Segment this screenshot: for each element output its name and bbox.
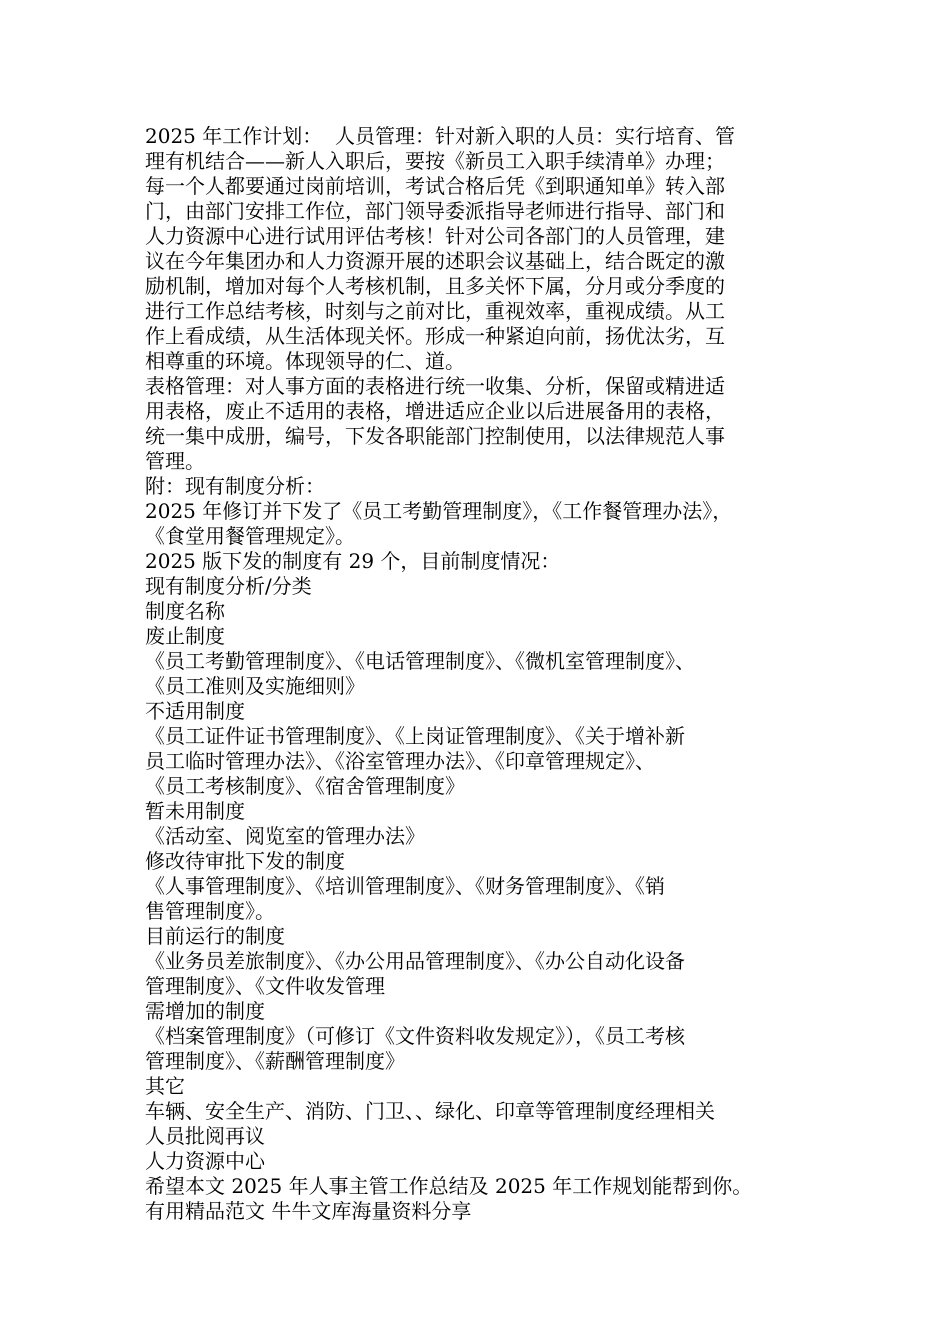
- text-line: 2025 年修订并下发了《员工考勤管理制度》，《工作餐管理办法》，: [145, 499, 733, 523]
- text-line: 2025 版下发的制度有 29 个，目前制度情况：: [145, 549, 561, 573]
- text-line: 《员工考核制度》、《宿舍管理制度》: [145, 774, 465, 798]
- text-line: 2025 年工作计划： 人员管理：针对新入职的人员：实行培育、管: [145, 124, 735, 148]
- text-line: 暂未用制度: [145, 799, 245, 823]
- text-line: 励机制，增加对每个人考核机制，且多关怀下属，分月或分季度的: [145, 274, 725, 298]
- text-line: 人员批阅再议: [145, 1124, 265, 1148]
- text-line: 人力资源中心进行试用评估考核！针对公司各部门的人员管理，建: [145, 224, 725, 248]
- text-line: 管理制度》、《文件收发管理: [145, 974, 385, 998]
- text-line: 有用精品范文 牛牛文库海量资料分享: [145, 1199, 472, 1223]
- text-line: 《人事管理制度》、《培训管理制度》、《财务管理制度》、《销: [145, 874, 665, 898]
- text-line: 每一个人都要通过岗前培训，考试合格后凭《到职通知单》转入部: [145, 174, 725, 198]
- text-line: 用表格，废止不适用的表格，增进适应企业以后进展备用的表格，: [145, 399, 725, 423]
- text-line: 《业务员差旅制度》、《办公用品管理制度》、《办公自动化设备: [145, 949, 685, 973]
- text-line: 废止制度: [145, 624, 225, 648]
- text-line: 《活动室、阅览室的管理办法》: [145, 824, 425, 848]
- text-line: 人力资源中心: [145, 1149, 265, 1173]
- text-line: 制度名称: [145, 599, 225, 623]
- text-line: 作上看成绩，从生活体现关怀。形成一种紧迫向前，扬优汰劣，互: [145, 324, 725, 348]
- text-line: 统一集中成册，编号，下发各职能部门控制使用，以法律规范人事: [145, 424, 725, 448]
- text-line: 表格管理：对人事方面的表格进行统一收集、分析，保留或精进适: [145, 374, 725, 398]
- text-line: 《员工证件证书管理制度》、《上岗证管理制度》、《关于增补新: [145, 724, 685, 748]
- text-line: 附：现有制度分析：: [145, 474, 325, 498]
- text-line: 希望本文 2025 年人事主管工作总结及 2025 年工作规划能帮到你。: [145, 1174, 753, 1198]
- text-line: 进行工作总结考核，时刻与之前对比，重视效率，重视成绩。从工: [145, 299, 725, 323]
- text-line: 其它: [145, 1074, 185, 1098]
- text-line: 需增加的制度: [145, 999, 265, 1023]
- text-line: 门，由部门安排工作位，部门领导委派指导老师进行指导、部门和: [145, 199, 725, 223]
- text-line: 《员工准则及实施细则》: [145, 674, 365, 698]
- text-line: 相尊重的环境。体现领导的仁、道。: [145, 349, 465, 373]
- text-line: 《食堂用餐管理规定》。: [145, 524, 355, 548]
- text-line: 不适用制度: [145, 699, 245, 723]
- text-line: 修改待审批下发的制度: [145, 849, 345, 873]
- text-line: 管理制度》、《薪酬管理制度》: [145, 1049, 405, 1073]
- text-line: 目前运行的制度: [145, 924, 285, 948]
- text-line: 《档案管理制度》（可修订《文件资料收发规定》），《员工考核: [145, 1024, 685, 1048]
- text-line: 车辆、安全生产、消防、门卫、、绿化、印章等管理制度经理相关: [145, 1099, 715, 1123]
- text-line: 《员工考勤管理制度》、《电话管理制度》、《微机室管理制度》、: [145, 649, 695, 673]
- text-line: 管理。: [145, 449, 205, 473]
- document-body: [145, 124, 817, 1224]
- text-line: 员工临时管理办法》、《浴室管理办法》、《印章管理规定》、: [145, 749, 655, 773]
- text-line: 议在今年集团办和人力资源开展的述职会议基础上，结合既定的激: [145, 249, 725, 273]
- text-line: 现有制度分析/分类: [145, 574, 312, 598]
- text-line: 售管理制度》。: [145, 899, 275, 923]
- text-line: 理有机结合——新人入职后，要按《新员工入职手续清单》办理；: [145, 149, 725, 173]
